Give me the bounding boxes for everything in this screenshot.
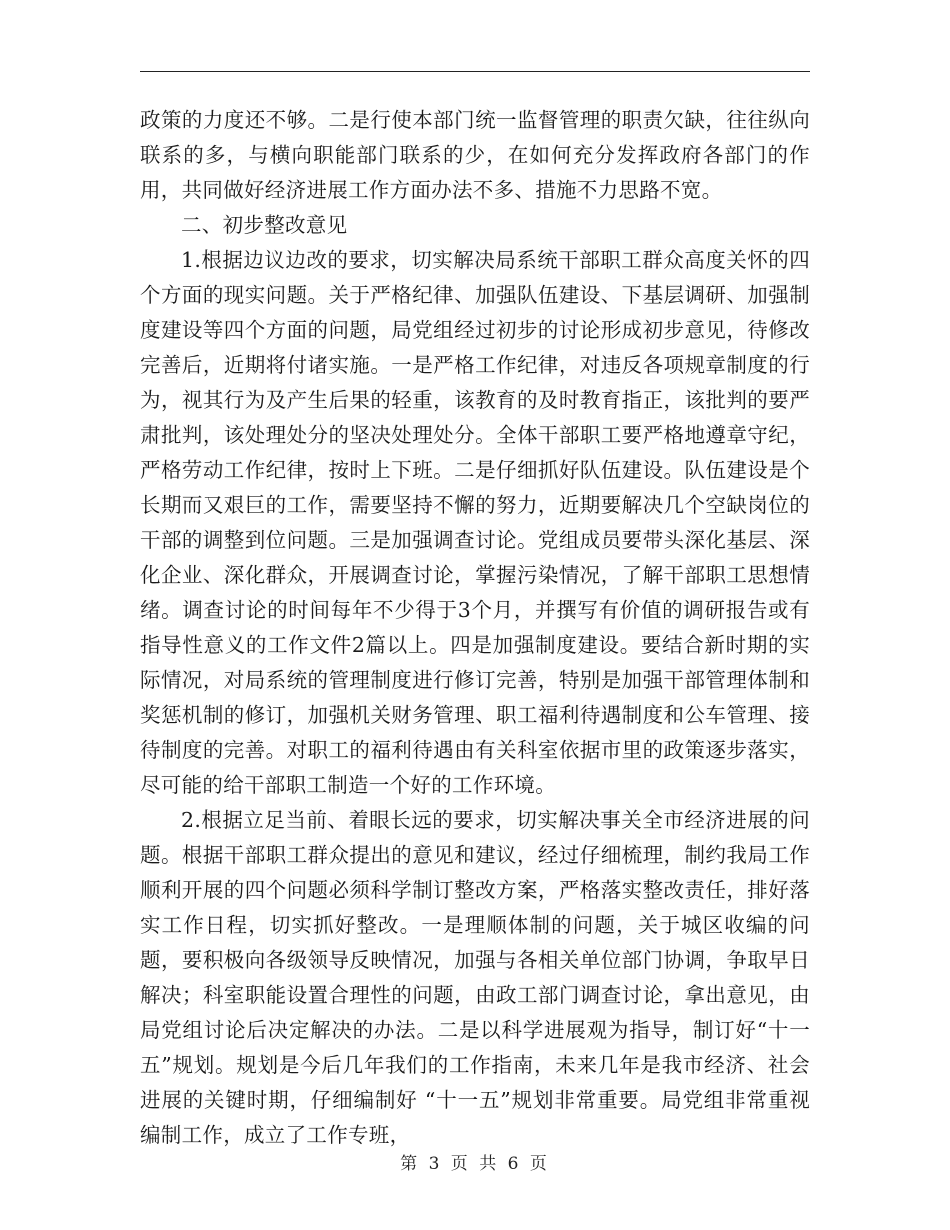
paragraph-item-2: 2.根据立足当前、着眼长远的要求，切实解决事关全市经济进展的问题。根据干部职工群众提出的意见和建议，经过仔细梳理，制约我局工作顺利开展的四个问题必须科学制订整改方案，严格落实整改责任，排好落实工作日程，切实抓好整改。一是理顺体制的问题，关于城区收编的问题，要积极向各级领导反映情况，加强与各相关单位部门协调，争取早日解决；科室职能设置合理性的问题，由政工部门调查讨论，拿出意见，由局党组讨论后决定解决的办法。二是以科学进展观为指导，制订好“十一五”规划。规划是今后几年我们的工作指南，未来几年是我市经济、社会进展的关键时期，仔细编制好 “十一五”规划非常重要。局党组非常重视编制工作，成立了工作专班， (140, 808, 810, 1147)
paragraph-item-1: 1.根据边议边改的要求，切实解决局系统干部职工群众高度关怀的四个方面的现实问题。关于严格纪律、加强队伍建设、下基层调研、加强制度建设等四个方面的问题，局党组经过初步的讨论形成初步意见，待修改完善后，近期将付诸实施。一是严格工作纪律，对违反各项规章制度的行为，视其行为及产生后果的轻重，该教育的及时教育指正，该批判的要严肃批判，该处理处分的坚决处理处分。全体干部职工要严格地遵章守纪，严格劳动工作纪律，按时上下班。二是仔细抓好队伍建设。队伍建设是个长期而又艰巨的工作，需要坚持不懈的努力，近期要解决几个空缺岗位的干部的调整到位问题。三是加强调查讨论。党组成员要带头深化基层、深化企业、深化群众，开展调查讨论，掌握污染情况，了解干部职工思想情绪。调查讨论的时间每年不少得于3个月，并撰写有价值的调研报告或有指导性意义的工作文件2篇以上。四是加强制度建设。要结合新时期的实际情况，对局系统的管理制度进行修订完善，特别是加强干部管理体制和奖惩机制的修订，加强机关财务管理、职工福利待遇制度和公车管理、接待制度的完善。对职工的福利待遇由有关科室依据市里的政策逐步落实，尽可能的给干部职工制造一个好的工作环境。 (140, 248, 810, 797)
header-rule (140, 71, 810, 72)
paragraph-continued: 政策的力度还不够。二是行使本部门统一监督管理的职责欠缺，往往纵向联系的多，与横向职能部门联系的少，在如何充分发挥政府各部门的作用，共同做好经济进展工作方面办法不多、措施不力思路不宽。 (140, 108, 810, 202)
document-body (140, 103, 810, 1153)
page-number-footer: 第 3 页 共 6 页 (400, 1154, 550, 1174)
section-heading: 二、初步整改意见 (181, 213, 348, 237)
